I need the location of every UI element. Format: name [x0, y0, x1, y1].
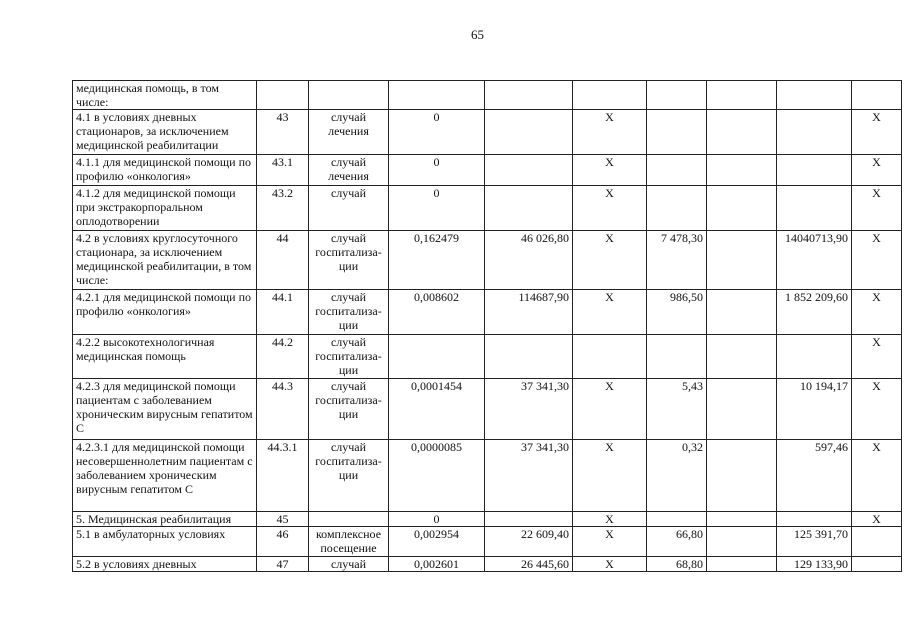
table-row: [73, 335, 902, 379]
row-value-cell: [707, 440, 777, 512]
row-unit-cell: случай лечения: [309, 155, 389, 186]
row-cost-cell: 46 026,80: [485, 231, 573, 290]
row-cost-cell: [485, 110, 573, 155]
row-norm-cell: 0,002954: [389, 527, 485, 557]
row-total-cell: 597,46: [777, 440, 852, 512]
row-cost-cell: [485, 155, 573, 186]
table-row: [73, 231, 902, 290]
row-name-cell: 5. Медицинская реабилитация: [73, 512, 257, 527]
row-total-cell: 14040713,90: [777, 231, 852, 290]
row-code-cell: 44.1: [257, 290, 309, 335]
row-value-cell: [647, 110, 707, 155]
row-x-cell: X: [852, 231, 902, 290]
row-cost-cell: 37 341,30: [485, 440, 573, 512]
row-total-cell: [777, 186, 852, 231]
row-total-cell: 1 852 209,60: [777, 290, 852, 335]
row-unit-cell: случай: [309, 557, 389, 572]
table-row: [73, 186, 902, 231]
row-value-cell: [707, 379, 777, 440]
row-x-cell: X: [852, 110, 902, 155]
table-row: [73, 290, 902, 335]
row-x-cell: X: [573, 290, 647, 335]
row-name-cell: 4.2 в условиях круглосуточного стационара, за исключением медицинской реабилитации, в том числе:: [73, 231, 257, 290]
row-total-cell: [777, 110, 852, 155]
row-x-cell: X: [573, 512, 647, 527]
budget-table: [72, 80, 902, 572]
row-norm-cell: [389, 81, 485, 110]
row-name-cell: 4.2.3 для медицинской помощи пациентам с заболеванием хроническим вирусным гепатитом С: [73, 379, 257, 440]
row-value-cell: [707, 557, 777, 572]
row-x-cell: [573, 335, 647, 379]
row-value-cell: [707, 186, 777, 231]
row-x-cell: X: [852, 335, 902, 379]
row-x-cell: X: [852, 290, 902, 335]
row-x-cell: X: [573, 231, 647, 290]
row-value-cell: [647, 81, 707, 110]
row-x-cell: X: [573, 557, 647, 572]
row-x-cell: X: [573, 527, 647, 557]
row-name-cell: 4.2.3.1 для медицинской помощи несовершеннолетним пациентам с заболеванием хроническим вирусным гепатитом С: [73, 440, 257, 512]
row-total-cell: 129 133,90: [777, 557, 852, 572]
row-name-cell: 4.1.2 для медицинской помощи при экстракорпоральном оплодотворении: [73, 186, 257, 231]
row-name-cell: 5.2 в условиях дневных: [73, 557, 257, 572]
row-value-cell: [707, 231, 777, 290]
row-code-cell: 44: [257, 231, 309, 290]
row-value-cell: [647, 186, 707, 231]
row-unit-cell: случай госпитализа-ции: [309, 379, 389, 440]
row-value-cell: [707, 155, 777, 186]
row-cost-cell: 37 341,30: [485, 379, 573, 440]
row-value-cell: [647, 512, 707, 527]
row-norm-cell: [389, 335, 485, 379]
row-code-cell: [257, 81, 309, 110]
row-x-cell: X: [573, 155, 647, 186]
page-number: 65: [471, 27, 484, 42]
row-name-cell: 4.2.2 высокотехнологичная медицинская помощь: [73, 335, 257, 379]
row-value-cell: [707, 527, 777, 557]
row-value-cell: [707, 335, 777, 379]
table-row: [73, 81, 902, 110]
table-row: [73, 379, 902, 440]
row-code-cell: 43: [257, 110, 309, 155]
row-x-cell: X: [852, 155, 902, 186]
row-code-cell: 43.1: [257, 155, 309, 186]
row-name-cell: 5.1 в амбулаторных условиях: [73, 527, 257, 557]
row-code-cell: 44.2: [257, 335, 309, 379]
row-x-cell: X: [573, 440, 647, 512]
row-x-cell: X: [573, 186, 647, 231]
row-value-cell: [647, 155, 707, 186]
row-norm-cell: 0: [389, 110, 485, 155]
row-norm-cell: 0: [389, 512, 485, 527]
row-cost-cell: [485, 335, 573, 379]
row-cost-cell: 22 609,40: [485, 527, 573, 557]
row-name-cell: 4.1.1 для медицинской помощи по профилю «онкология»: [73, 155, 257, 186]
row-code-cell: 45: [257, 512, 309, 527]
row-x-cell: X: [852, 379, 902, 440]
row-value-cell: [707, 81, 777, 110]
row-code-cell: 47: [257, 557, 309, 572]
row-norm-cell: 0: [389, 186, 485, 231]
row-total-cell: 10 194,17: [777, 379, 852, 440]
row-x-cell: [852, 527, 902, 557]
row-norm-cell: 0: [389, 155, 485, 186]
row-x-cell: X: [852, 186, 902, 231]
row-value-cell: [647, 335, 707, 379]
row-value-cell: 68,80: [647, 557, 707, 572]
row-value-cell: 5,43: [647, 379, 707, 440]
table-row: [73, 557, 902, 572]
row-unit-cell: случай госпитализа-ции: [309, 290, 389, 335]
row-value-cell: [707, 110, 777, 155]
row-value-cell: 7 478,30: [647, 231, 707, 290]
table-row: [73, 155, 902, 186]
row-code-cell: 46: [257, 527, 309, 557]
row-value-cell: 986,50: [647, 290, 707, 335]
row-name-cell: 4.2.1 для медицинской помощи по профилю «онкология»: [73, 290, 257, 335]
row-cost-cell: 114687,90: [485, 290, 573, 335]
table-row: [73, 527, 902, 557]
row-total-cell: 125 391,70: [777, 527, 852, 557]
row-x-cell: X: [852, 440, 902, 512]
row-value-cell: 66,80: [647, 527, 707, 557]
row-cost-cell: [485, 81, 573, 110]
row-value-cell: [707, 290, 777, 335]
row-total-cell: [777, 81, 852, 110]
row-unit-cell: случай госпитализа-ции: [309, 440, 389, 512]
row-total-cell: [777, 335, 852, 379]
row-x-cell: X: [573, 379, 647, 440]
row-unit-cell: [309, 512, 389, 527]
row-cost-cell: [485, 186, 573, 231]
row-unit-cell: комплексное посещение: [309, 527, 389, 557]
table-body: [73, 81, 902, 572]
row-x-cell: X: [573, 110, 647, 155]
row-total-cell: [777, 512, 852, 527]
row-unit-cell: случай: [309, 186, 389, 231]
row-x-cell: X: [852, 512, 902, 527]
row-unit-cell: случай лечения: [309, 110, 389, 155]
row-norm-cell: 0,0000085: [389, 440, 485, 512]
table-row: [73, 512, 902, 527]
row-name-cell: медицинская помощь, в том числе:: [73, 81, 257, 110]
row-x-cell: [852, 557, 902, 572]
row-code-cell: 44.3: [257, 379, 309, 440]
row-unit-cell: [309, 81, 389, 110]
row-norm-cell: 0,162479: [389, 231, 485, 290]
row-total-cell: [777, 155, 852, 186]
row-cost-cell: 26 445,60: [485, 557, 573, 572]
row-code-cell: 44.3.1: [257, 440, 309, 512]
row-value-cell: [707, 512, 777, 527]
row-unit-cell: случай госпитализа-ции: [309, 335, 389, 379]
table-row: [73, 440, 902, 512]
row-cost-cell: [485, 512, 573, 527]
row-norm-cell: 0,0001454: [389, 379, 485, 440]
row-norm-cell: 0,002601: [389, 557, 485, 572]
row-norm-cell: 0,008602: [389, 290, 485, 335]
row-x-cell: [573, 81, 647, 110]
table-row: [73, 110, 902, 155]
row-unit-cell: случай госпитализа-ции: [309, 231, 389, 290]
row-value-cell: 0,32: [647, 440, 707, 512]
row-x-cell: [852, 81, 902, 110]
row-code-cell: 43.2: [257, 186, 309, 231]
row-name-cell: 4.1 в условиях дневных стационаров, за исключением медицинской реабилитации: [73, 110, 257, 155]
